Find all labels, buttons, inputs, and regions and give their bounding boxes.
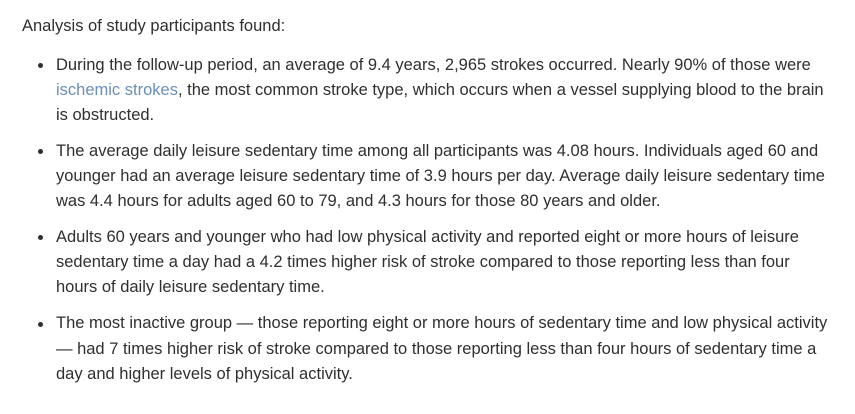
findings-list — [22, 53, 833, 387]
intro-paragraph: Analysis of study participants found: — [22, 17, 286, 35]
bullet-point-icon — [38, 149, 43, 154]
list-item-text: The most inactive group — those reporting eight or more hours of sedentary time and low physical activity — had 7 times higher risk of stroke compared to those reporting less than four hours of sedentary time a day and higher levels of physical activity. — [56, 314, 828, 383]
list-item-text-before-link: During the follow-up period, an average of 9.4 years, 2,965 strokes occurred. Nearly 90% of those were — [56, 55, 811, 74]
list-item-text: The average daily leisure sedentary time among all participants was 4.08 hours. Individuals aged 60 and younger had an average leisure sedentary time of 3.9 hours per day. Average daily leisure sedentary time was 4.4 hours for adults aged 60 to 79, and 4.3 hours for those 80 years and older. — [56, 141, 825, 211]
list-item-text-after-link: , the most common stroke type, which occurs when a vessel supplying blood to the brain is obstructed. — [56, 80, 824, 124]
list-item — [22, 139, 833, 214]
list-item — [22, 311, 833, 386]
bullet-point-icon — [38, 322, 43, 327]
bullet-point-icon — [38, 235, 43, 240]
list-item — [22, 225, 833, 300]
list-item-text: Adults 60 years and younger who had low physical activity and reported eight or more hours of leisure sedentary time a day had a 4.2 times higher risk of stroke compared to those reporting less than four hours of daily leisure sedentary time. — [56, 228, 799, 297]
ischemic-strokes-link[interactable]: ischemic strokes — [56, 80, 178, 99]
list-item — [22, 53, 833, 128]
bullet-point-icon — [38, 63, 43, 68]
